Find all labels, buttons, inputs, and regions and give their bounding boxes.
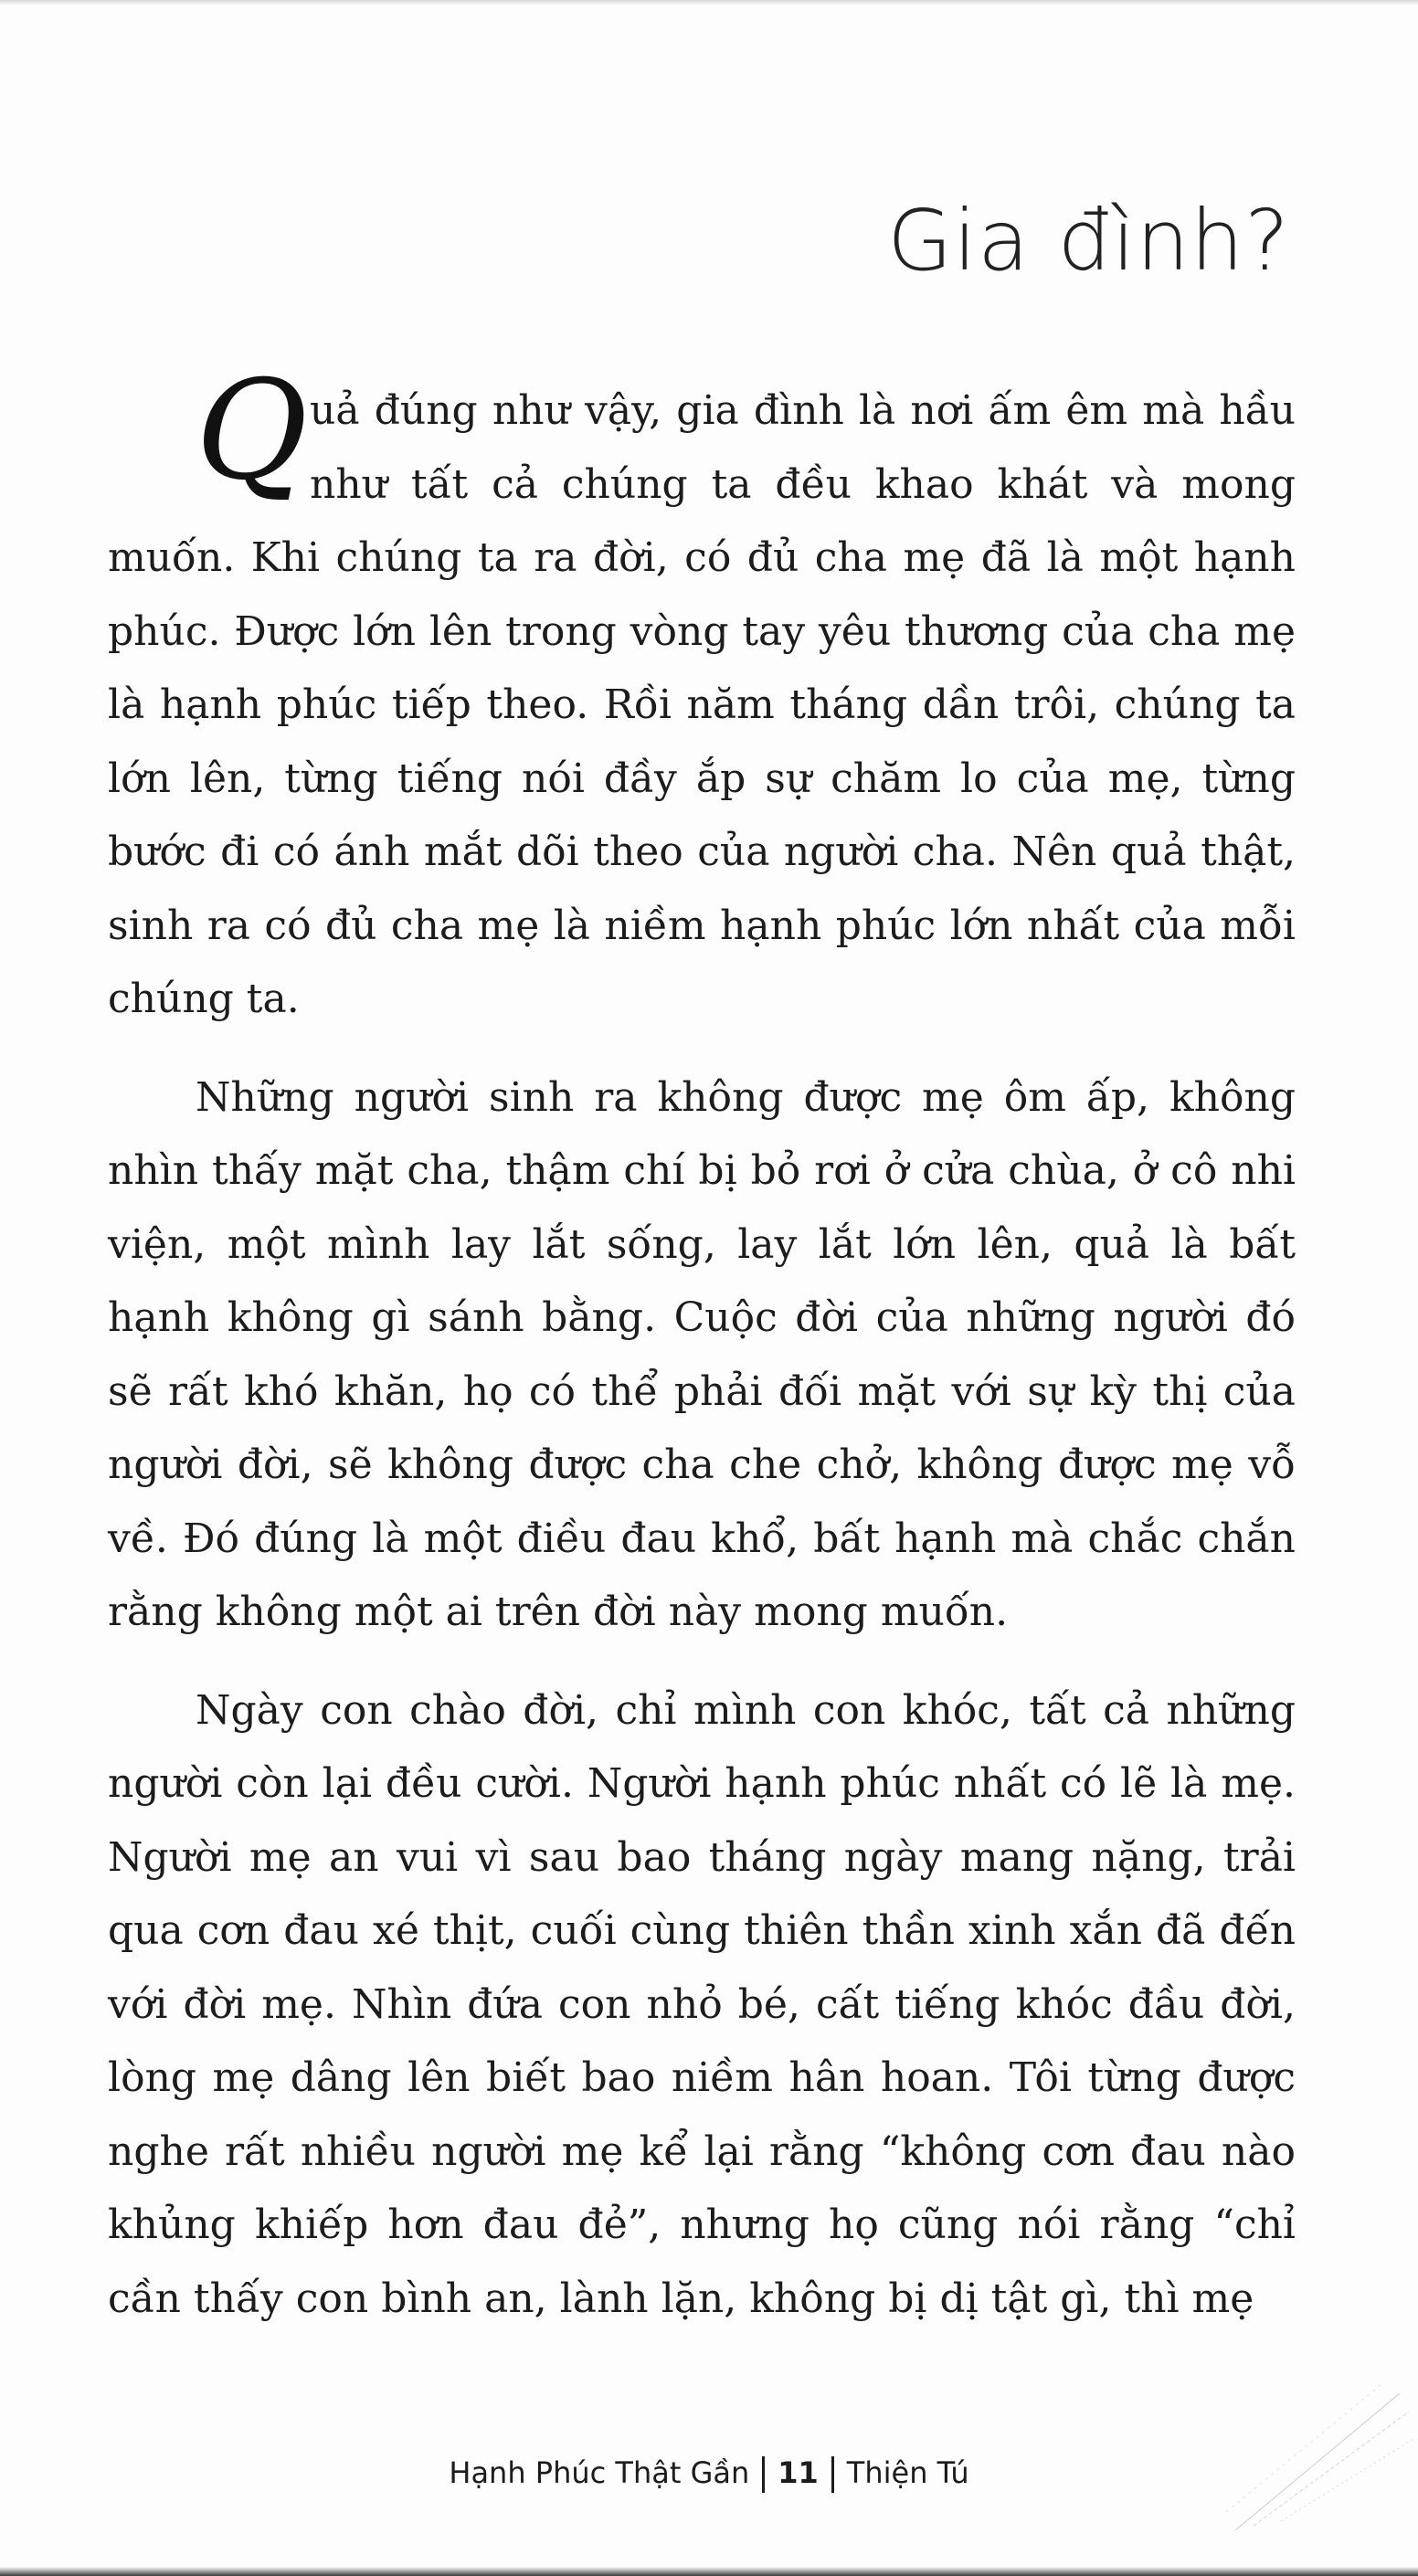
page-bottom-edge: [0, 2567, 1418, 2576]
footer-book-title: Hạnh Phúc Thật Gần: [449, 2455, 750, 2490]
footer-separator: [831, 2456, 834, 2493]
page-top-edge: [0, 0, 1418, 5]
paragraph-3: Ngày con chào đời, chỉ mình con khóc, tất cả những người còn lại đều cười. Người hạnh phúc nhất có lẽ là mẹ. Người mẹ an vui vì sau bao tháng ngày mang nặng, trải qua cơn đau xé thịt, cuối cùng thiên thần xinh xắn đã đến với đời mẹ. Nhìn đứa con nhỏ bé, cất tiếng khóc đầu đời, lòng mẹ dâng lên biết bao niềm hân hoan. Tôi từng được nghe rất nhiều người mẹ kể lại rằng “không cơn đau nào khủng khiếp hơn đau đẻ”, nhưng họ cũng nói rằng “chỉ cần thấy con bình an, lành lặn, không bị dị tật gì, thì mẹ: [108, 1686, 1296, 2322]
page-number: 11: [778, 2455, 819, 2490]
chapter-title: Gia đình?: [887, 192, 1290, 290]
body-text: [108, 352, 1296, 2336]
page-footer: [0, 2455, 1418, 2493]
footer-separator: [762, 2456, 765, 2493]
drop-cap: Q: [196, 352, 308, 511]
paragraph-1-text: uả đúng như vậy, gia đình là nơi ấm êm mà hầu như tất cả chúng ta đều khao khát và mong muốn. Khi chúng ta ra đời, có đủ cha mẹ đã là một hạnh phúc. Được lớn lên trong vòng tay yêu thương của cha mẹ là hạnh phúc tiếp theo. Rồi năm tháng dần trôi, chúng ta lớn lên, từng tiếng nói đầy ắp sự chăm lo của mẹ, từng bước đi có ánh mắt dõi theo của người cha. Nên quả thật, sinh ra có đủ cha mẹ là niềm hạnh phúc lớn nhất của mỗi chúng ta.: [108, 387, 1296, 1022]
paragraph-1: [108, 352, 1296, 1037]
footer-author: Thiện Tú: [846, 2455, 969, 2490]
paper-scuff-marks: [1217, 2357, 1418, 2539]
paragraph-2: Những người sinh ra không được mẹ ôm ấp, không nhìn thấy mặt cha, thậm chí bị bỏ rơi ở cửa chùa, ở cô nhi viện, một mình lay lắt sống, lay lắt lớn lên, quả là bất hạnh không gì sánh bằng. Cuộc đời của những người đó sẽ rất khó khăn, họ có thể phải đối mặt với sự kỳ thị của người đời, sẽ không được cha che chở, không được mẹ vỗ về. Đó đúng là một điều đau khổ, bất hạnh mà chắc chắn rằng không một ai trên đời này mong muốn.: [108, 1073, 1296, 1635]
